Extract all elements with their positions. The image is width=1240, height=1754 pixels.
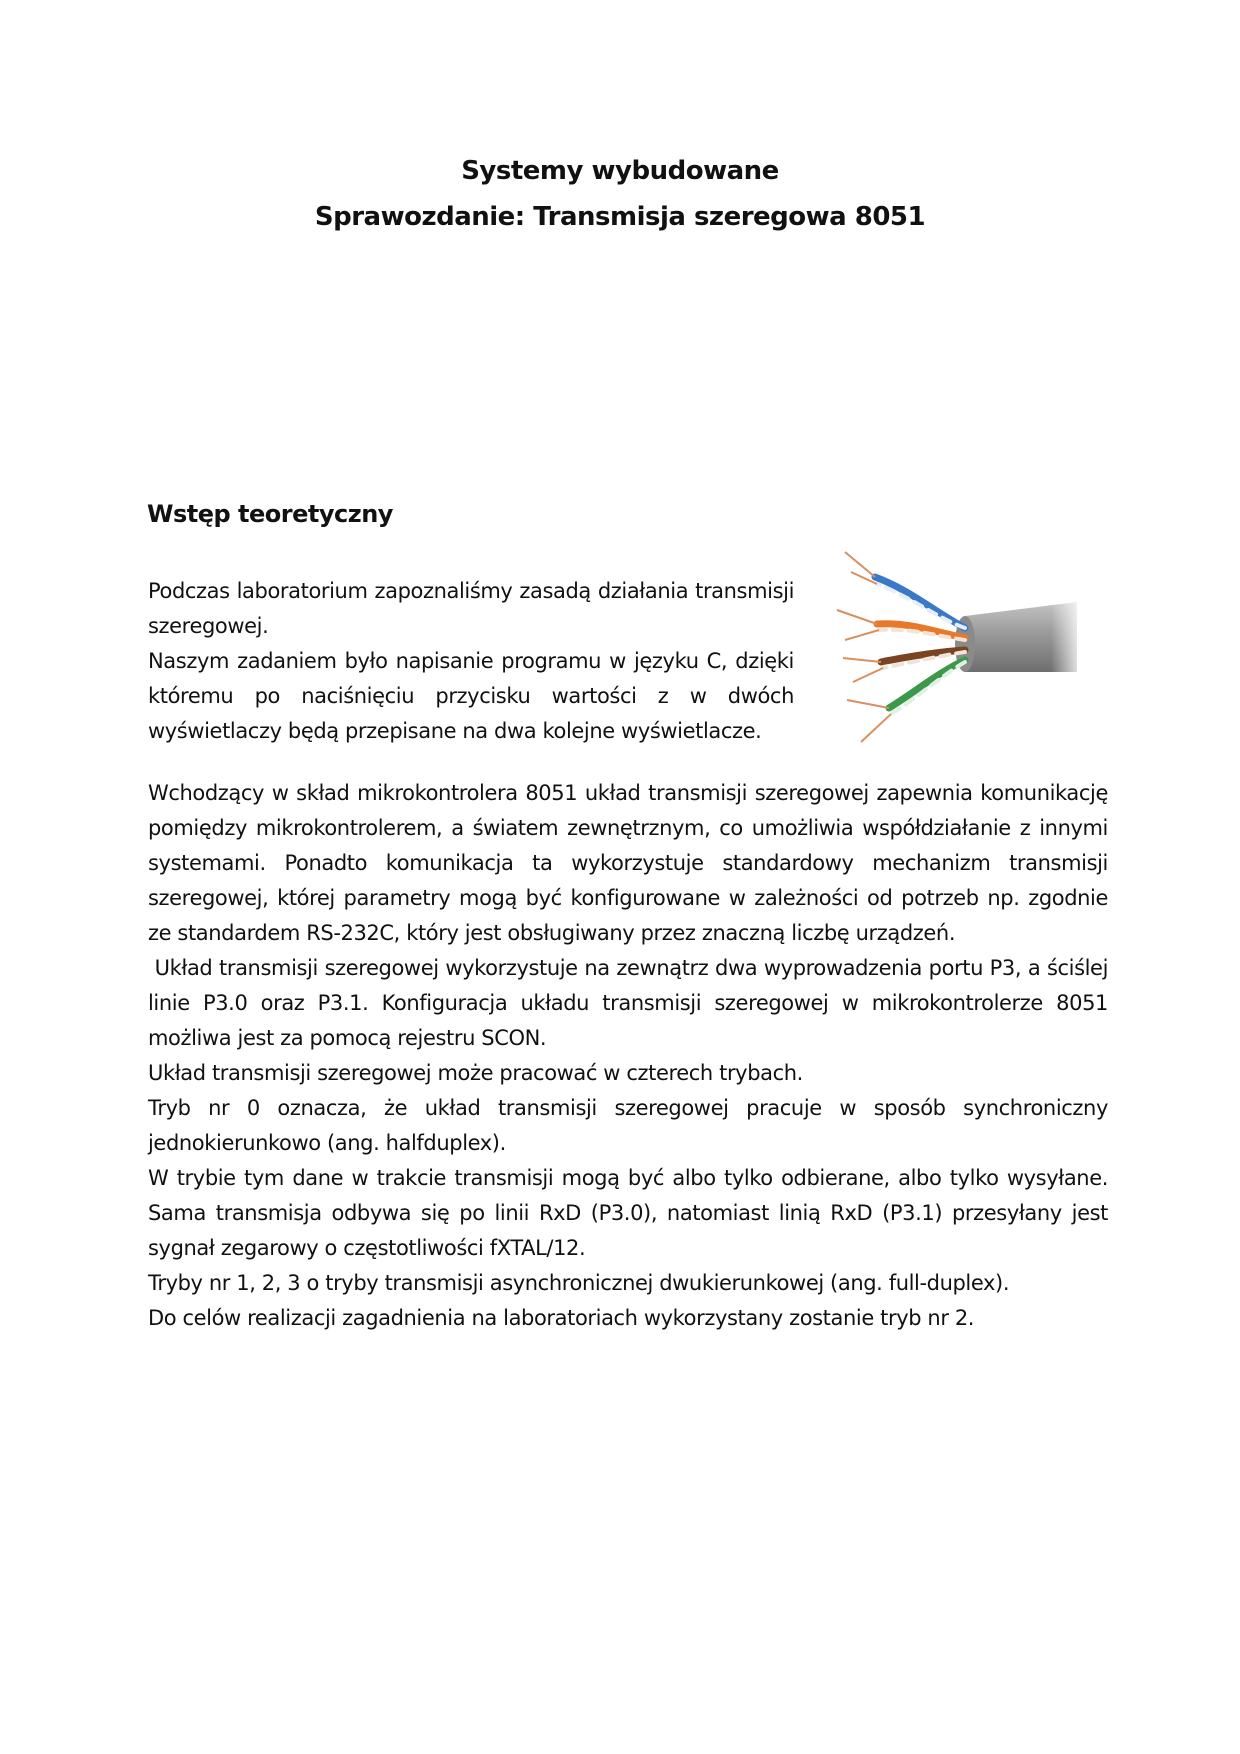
section-heading: Wstęp teoretyczny: [147, 500, 393, 528]
text-line: możliwa jest za pomocą rejestru SCON.: [148, 1026, 547, 1050]
text-line: Do celów realizacji zagadnienia na laboratoriach wykorzystany zostanie tryb nr 2.: [148, 1306, 975, 1330]
twisted-pair-cable-icon: [815, 532, 1085, 754]
cable-figure: [815, 532, 1085, 754]
document-title: Systemy wybudowane: [461, 156, 779, 186]
text-line: Wchodzący w skład mikrokontrolera 8051 układ transmisji szeregowej zapewnia komunikację: [148, 781, 1108, 805]
text-line: jednokierunkowo (ang. halfduplex).: [148, 1131, 506, 1155]
text-line: sygnał zegarowy o częstotliwości fXTAL/12.: [148, 1236, 586, 1260]
text-line: któremu po naciśnięciu przycisku wartości z w dwóch: [148, 684, 794, 708]
text-line: pomiędzy mikrokontrolerem, a światem zewnętrznym, co umożliwia współdziałanie z innymi: [148, 816, 1108, 840]
document-subtitle: Sprawozdanie: Transmisja szeregowa 8051: [314, 202, 926, 232]
text-line: W trybie tym dane w trakcie transmisji mogą być albo tylko odbierane, albo tylko wysyłane.: [148, 1166, 1108, 1190]
text-line: Tryby nr 1, 2, 3 o tryby transmisji asynchronicznej dwukierunkowej (ang. full-duplex).: [148, 1271, 1010, 1295]
text-line: linie P3.0 oraz P3.1. Konfiguracja układu transmisji szeregowej w mikrokontrolerze 8051: [148, 991, 1108, 1015]
text-line: Naszym zadaniem było napisanie programu w języku C, dzięki: [148, 649, 794, 673]
text-line: szeregowej, której parametry mogą być konfigurowane w zależności od potrzeb np. zgodnie: [148, 886, 1108, 910]
text-line: ze standardem RS-232C, który jest obsługiwany przez znaczną liczbę urządzeń.: [148, 921, 956, 945]
text-line: systemami. Ponadto komunikacja ta wykorzystuje standardowy mechanizm transmisji: [148, 851, 1108, 875]
text-line: wyświetlaczy będą przepisane na dwa kolejne wyświetlacze.: [148, 719, 762, 743]
intro-paragraph: [148, 574, 794, 749]
text-line: Tryb nr 0 oznacza, że układ transmisji szeregowej pracuje w sposób synchroniczny: [148, 1096, 1108, 1120]
text-line: Podczas laboratorium zapoznaliśmy zasadą działania transmisji: [148, 579, 794, 603]
text-line: Układ transmisji szeregowej może pracować w czterech trybach.: [148, 1061, 803, 1085]
document-title-block: [0, 148, 1240, 240]
text-line: Sama transmisja odbywa się po linii RxD (P3.0), natomiast linią RxD (P3.1) przesyłany jest: [148, 1201, 1108, 1225]
main-paragraph: [148, 776, 1108, 1336]
text-line: Układ transmisji szeregowej wykorzystuje na zewnątrz dwa wyprowadzenia portu P3, a ściślej: [148, 956, 1108, 980]
text-line: szeregowej.: [148, 614, 269, 638]
